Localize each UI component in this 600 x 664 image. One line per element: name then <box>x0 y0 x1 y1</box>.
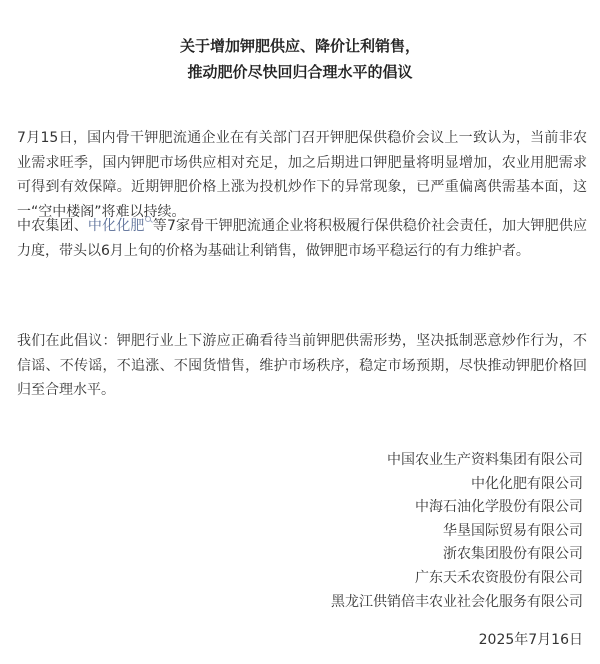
article-title-line-2: 推动肥价尽快回归合理水平的倡议 <box>187 63 413 81</box>
paragraph-initiative: 我们在此倡议：钾肥行业上下游应正确看待当前钾肥供需形势，坚决抵制恶意炒作行为，不信谣、不传谣，不追涨、不囤货惜售，维护市场秩序，稳定市场预期，尽快推动钾肥价格回归至合理水平。 <box>17 333 587 398</box>
signature-date: 2025年7月16日 <box>478 632 583 648</box>
signer-name: 黑龙江供销倍丰农业社会化服务有限公司 <box>331 593 583 610</box>
company-link-sinochem-fertilizer[interactable]: 中化化肥 <box>87 218 145 234</box>
article-title-line-1: 关于增加钾肥供应、降价让利销售， <box>179 37 420 55</box>
signer-name: 浙农集团股份有限公司 <box>443 546 583 563</box>
signer-name: 华垦国际贸易有限公司 <box>443 522 583 539</box>
paragraph-companies <box>17 214 587 263</box>
paragraph-companies-rest: 等7家骨干钾肥流通企业将积极履行保供稳价社会责任，加大钾肥供应力度，带头以6月上旬的价格为基础让利销售，做钾肥市场平稳运行的有力维护者。 <box>17 218 588 259</box>
signer-list <box>183 449 583 614</box>
signer-name: 中海石油化学股份有限公司 <box>415 499 583 516</box>
paragraph-meeting: 7月15日，国内骨干钾肥流通企业在有关部门召开钾肥保供稳价会议上一致认为，当前非农业需求旺季，国内钾肥市场供应相对充足，加之后期进口钾肥量将明显增加，农业用肥需求可得到有效保障。近期钾肥价格上涨为投机炒作下的异常现象，已严重偏离供需基本面，这一“空中楼阁”将难以持续。 <box>17 130 587 220</box>
signer-name: 中化化肥有限公司 <box>471 475 583 492</box>
paragraph-companies-lead: 中农集团、 <box>17 218 88 234</box>
signer-name: 广东天禾农资股份有限公司 <box>415 569 583 586</box>
search-icon[interactable] <box>145 216 152 223</box>
signer-name: 中国农业生产资料集团有限公司 <box>387 452 583 468</box>
